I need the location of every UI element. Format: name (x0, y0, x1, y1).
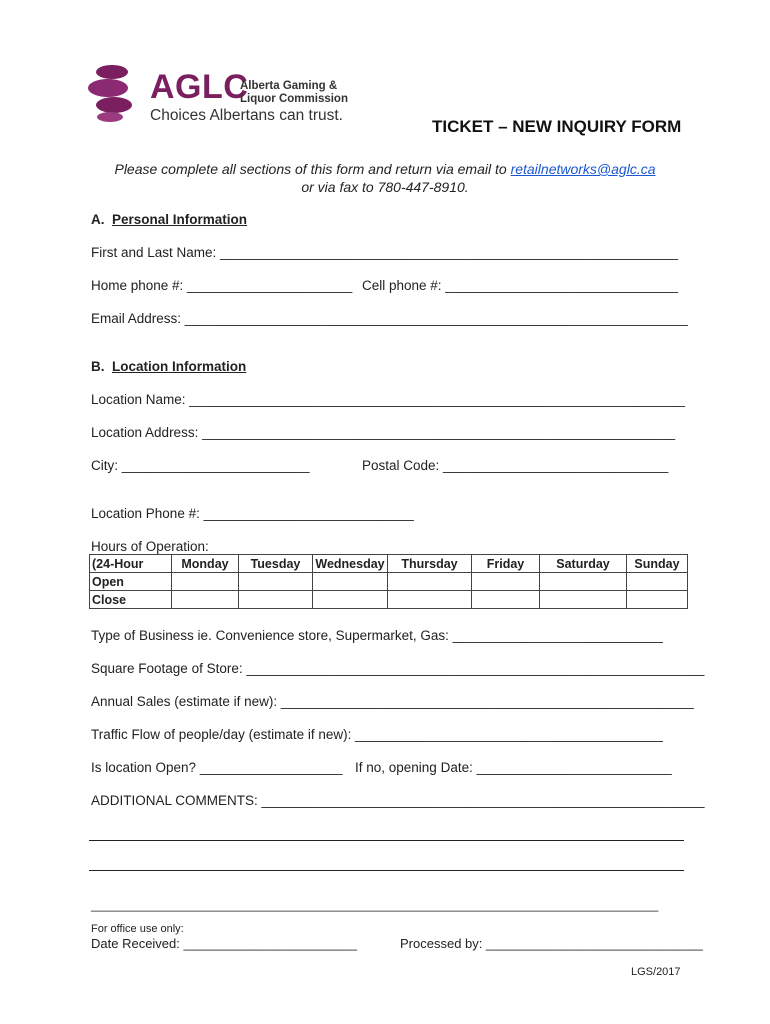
form-title: TICKET – NEW INQUIRY FORM (432, 117, 682, 136)
hours-row-label: Open (90, 573, 172, 591)
hours-header-row (90, 555, 688, 573)
city-field[interactable]: City: _________________________ (91, 458, 310, 473)
section-b-letter: B. (91, 359, 105, 374)
office-use-label: For office use only: (91, 923, 184, 935)
logo-org-line1: Alberta Gaming & (240, 80, 338, 92)
section-a-heading (91, 212, 247, 227)
location-name-field[interactable]: Location Name: __________________________________________________________________ (91, 392, 685, 407)
instructions-text: Please complete all sections of this form and return via email to (114, 161, 511, 177)
logo-wordmark: AGLC (150, 68, 249, 106)
hours-row-label: (24-Hour (90, 555, 172, 573)
traffic-flow-field[interactable]: Traffic Flow of people/day (estimate if new): _________________________________________ (91, 727, 663, 742)
hours-label: Hours of Operation: (91, 539, 209, 554)
instructions-line1 (0, 161, 770, 177)
day-header: Sunday (627, 555, 688, 573)
aglc-logo-icon (88, 62, 140, 122)
postal-code-field[interactable]: Postal Code: ______________________________ (362, 458, 669, 473)
email-link[interactable]: retailnetworks@aglc.ca (510, 161, 656, 177)
instructions-line2: or via fax to 780-447-8910. (301, 179, 469, 195)
hours-cell[interactable] (388, 573, 472, 591)
name-field[interactable]: First and Last Name: _____________________________________________________________ (91, 245, 679, 260)
hours-cell[interactable] (172, 591, 239, 609)
hours-cell[interactable] (313, 573, 388, 591)
annual-sales-field[interactable]: Annual Sales (estimate if new): _______________________________________________________ (91, 694, 694, 709)
date-received-field[interactable]: Date Received: ________________________ (91, 936, 358, 951)
logo-org-line2: Liquor Commission (240, 93, 348, 105)
home-phone-field[interactable]: Home phone #: ______________________ (91, 278, 353, 293)
section-b-title: Location Information (112, 359, 247, 374)
hours-open-row (90, 573, 688, 591)
business-type-field[interactable]: Type of Business ie. Convenience store, Supermarket, Gas: ____________________________ (91, 628, 663, 643)
location-phone-field[interactable]: Location Phone #: ____________________________ (91, 506, 414, 521)
hours-cell[interactable] (627, 591, 688, 609)
hours-cell[interactable] (388, 591, 472, 609)
hours-cell[interactable] (627, 573, 688, 591)
comments-line[interactable] (89, 840, 684, 841)
section-a-title: Personal Information (112, 212, 248, 227)
comments-line[interactable] (89, 870, 684, 871)
section-a-letter: A. (91, 212, 105, 227)
hours-table (89, 554, 688, 609)
comments-blank-line[interactable]: _____________________________________________________________________________________ (91, 898, 659, 912)
location-address-field[interactable]: Location Address: _______________________________________________________________ (91, 425, 676, 440)
hours-cell[interactable] (472, 591, 540, 609)
square-footage-field[interactable]: Square Footage of Store: _____________________________________________________________ (91, 661, 705, 676)
hours-cell[interactable] (313, 591, 388, 609)
form-code: LGS/2017 (631, 966, 681, 978)
hours-cell[interactable] (540, 573, 627, 591)
opening-date-field[interactable]: If no, opening Date: __________________________ (355, 760, 672, 775)
day-header: Thursday (388, 555, 472, 573)
hours-cell[interactable] (472, 573, 540, 591)
hours-cell[interactable] (172, 573, 239, 591)
email-field[interactable]: Email Address: ___________________________________________________________________ (91, 311, 688, 326)
hours-row-label: Close (90, 591, 172, 609)
hours-cell[interactable] (239, 573, 313, 591)
day-header: Friday (472, 555, 540, 573)
cell-phone-field[interactable]: Cell phone #: _______________________________ (362, 278, 679, 293)
hours-close-row (90, 591, 688, 609)
day-header: Monday (172, 555, 239, 573)
day-header: Tuesday (239, 555, 313, 573)
day-header: Saturday (540, 555, 627, 573)
processed-by-field[interactable]: Processed by: ______________________________ (400, 936, 703, 951)
hours-cell[interactable] (540, 591, 627, 609)
comments-field[interactable]: ADDITIONAL COMMENTS: ___________________________________________________________ (91, 793, 705, 808)
location-open-field[interactable]: Is location Open? ___________________ (91, 760, 343, 775)
hours-cell[interactable] (239, 591, 313, 609)
logo-tagline: Choices Albertans can trust. (150, 107, 343, 124)
day-header: Wednesday (313, 555, 388, 573)
section-b-heading (91, 359, 246, 374)
